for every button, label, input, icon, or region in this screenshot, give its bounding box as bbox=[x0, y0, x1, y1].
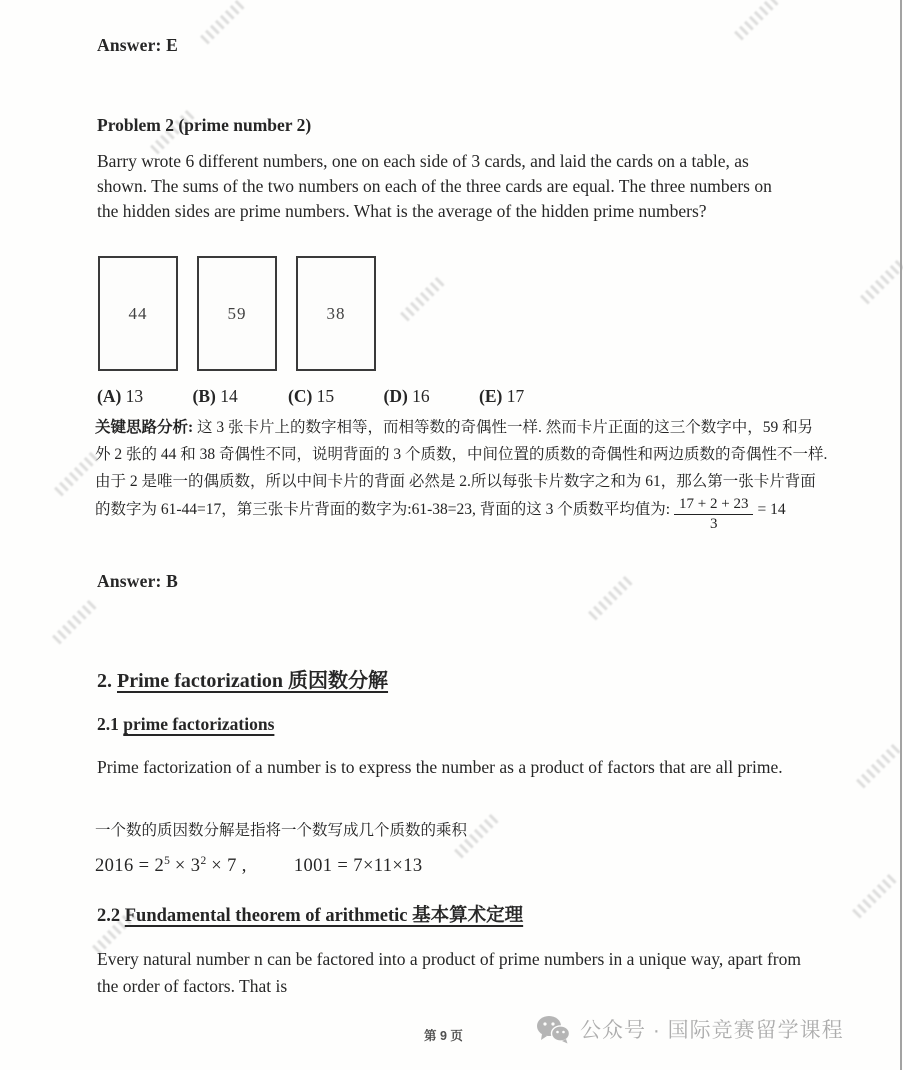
choice-label: (A) bbox=[97, 386, 122, 406]
watermark bbox=[860, 259, 903, 305]
section-2-1-title: prime factorizations bbox=[123, 714, 275, 734]
card-front-3 bbox=[296, 256, 376, 371]
section-2-1-heading bbox=[97, 714, 274, 735]
answer-choices bbox=[97, 386, 524, 407]
scan-page-edge bbox=[900, 0, 902, 1070]
choice-a bbox=[97, 386, 193, 407]
page-number: 第 9 页 bbox=[424, 1029, 463, 1043]
answer-b-line: Answer: B bbox=[97, 571, 179, 591]
watermark bbox=[54, 451, 100, 497]
watermark bbox=[734, 0, 780, 40]
choice-e bbox=[479, 386, 524, 407]
cards-figure bbox=[98, 256, 376, 371]
card-number: 44 bbox=[128, 303, 148, 323]
section-2-2-heading bbox=[97, 901, 523, 927]
exponent: 5 bbox=[164, 855, 170, 867]
card-number: 38 bbox=[326, 303, 346, 323]
card-number: 59 bbox=[227, 303, 247, 323]
section-2-title: Prime factorization 质因数分解 bbox=[117, 670, 389, 692]
watermark bbox=[52, 599, 98, 645]
choice-value: 17 bbox=[506, 386, 525, 406]
exponent: 2 bbox=[200, 855, 207, 867]
fraction-denominator: 3 bbox=[710, 516, 718, 532]
watermark bbox=[588, 575, 634, 621]
choice-label: (D) bbox=[383, 386, 408, 406]
watermark bbox=[200, 0, 246, 44]
card-front-1 bbox=[98, 256, 178, 371]
section-2-2-title: Fundamental theorem of arithmetic 基本算术定理 bbox=[124, 906, 524, 926]
chinese-note: 一个数的质因数分解是指将一个数写成几个质数的乘积 bbox=[95, 822, 468, 839]
eq-part: × 7 , bbox=[206, 856, 247, 876]
choice-label: (C) bbox=[288, 386, 313, 406]
card-front-2 bbox=[197, 256, 277, 371]
analysis-lead: 关键思路分析: bbox=[95, 419, 194, 436]
watermark bbox=[852, 873, 898, 919]
choice-d bbox=[384, 386, 480, 407]
watermark bbox=[856, 743, 902, 789]
section-2-number: 2. bbox=[97, 670, 112, 692]
equation-1001: 1001 = 7×11×13 bbox=[293, 856, 423, 876]
answer-e-line: Answer: E bbox=[97, 35, 179, 55]
wechat-account-banner bbox=[536, 1014, 844, 1044]
eq-part: 2016 = 2 bbox=[95, 856, 165, 876]
prime-factorization-paragraph: Prime factorization of a number is to express the number as a product of factors that are all prime. bbox=[97, 757, 783, 777]
math-examples bbox=[95, 855, 423, 877]
section-2-heading bbox=[97, 664, 388, 693]
choice-c bbox=[288, 386, 384, 407]
choice-label: (E) bbox=[479, 386, 503, 406]
analysis-result: = 14 bbox=[757, 501, 786, 518]
wechat-icon bbox=[536, 1015, 570, 1044]
eq-part: × 3 bbox=[169, 856, 201, 876]
fundamental-theorem-paragraph: Every natural number n can be factored into a product of prime numbers in a unique way, apart from the order of factors. That is bbox=[97, 949, 801, 996]
wechat-account-label: 公众号 · 国际竞赛留学课程 bbox=[580, 1019, 844, 1042]
section-2-1-number: 2.1 bbox=[97, 714, 119, 734]
choice-b bbox=[193, 386, 289, 407]
analysis-paragraph bbox=[95, 414, 828, 533]
choice-value: 16 bbox=[412, 386, 430, 406]
choice-value: 14 bbox=[220, 386, 238, 406]
section-2-2-number: 2.2 bbox=[97, 906, 121, 926]
choice-label: (B) bbox=[192, 386, 216, 406]
fraction-numerator: 17 + 2 + 23 bbox=[674, 495, 753, 515]
choice-value: 13 bbox=[125, 386, 144, 406]
problem-body: Barry wrote 6 different numbers, one on each side of 3 cards, and laid the cards on a table, as shown. The sums of the two numbers on each of the three cards are equal. The three numbers on the hidden sides are prime numbers. What is the average of the hidden prime numbers? bbox=[97, 151, 772, 221]
problem-title: Problem 2 (prime number 2) bbox=[97, 115, 312, 135]
choice-value: 15 bbox=[316, 386, 335, 406]
equation-2016 bbox=[95, 856, 247, 876]
analysis-body: 这 3 张卡片上的数字相等，而相等数的奇偶性一样. 然而卡片正面的这三个数字中，59 和另外 2 张的 44 和 38 奇偶性不同，说明背面的 3 个质数，中间位置的质数的奇偶性和两边质数的奇偶性不一样.由于 2 是唯一的偶质数，所以中间卡片的背面 必然是 2.所以每张卡片数字之和为 61，那么第一张卡片背面的数字为 61-44=17，第三张卡片背面的数字为:61-38=23, 背面的这 3 个质数平均值为: bbox=[95, 419, 828, 518]
fraction bbox=[674, 495, 753, 533]
watermark bbox=[400, 276, 446, 322]
